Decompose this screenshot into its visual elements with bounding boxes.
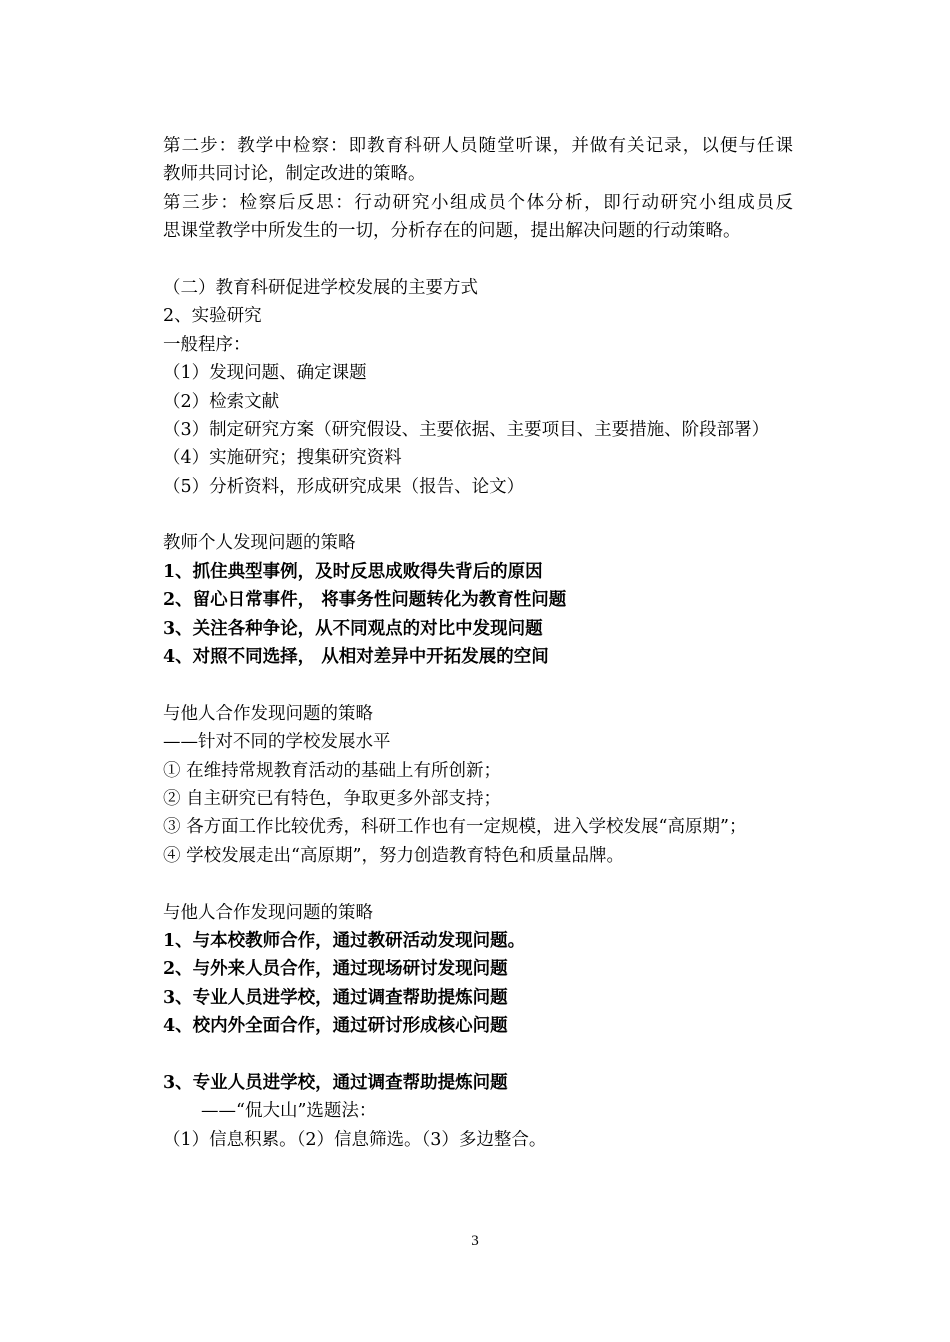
spacer [163,246,793,274]
cooperation-level-item-2: ② 自主研究已有特色，争取更多外部支持； [163,788,502,809]
individual-strategy-item-1: 1、抓住典型事例，及时反思成败得失背后的原因 [163,561,543,582]
procedure-label: 一般程序： [163,334,251,355]
section-heading: （二）教育科研促进学校发展的主要方式 [163,277,478,298]
procedure-item-3: （3）制定研究方案（研究假设、主要依据、主要项目、主要措施、阶段部署） [163,419,770,440]
experiment-title: 2、实验研究 [163,306,262,327]
cooperation-level-item-4: ④ 学校发展走出“高原期”，努力创造教育特色和质量品牌。 [163,845,624,866]
cooperation-way-item-4: 4、校内外全面合作，通过研讨形成核心问题 [163,1016,508,1037]
cooperation-level-item-3: ③ 各方面工作比较优秀，科研工作也有一定规模，进入学校发展“高原期”； [163,817,747,838]
spacer [163,501,793,529]
page-content [163,132,793,1154]
page-number: 3 [471,1233,479,1249]
spacer [163,870,793,898]
cooperation-way-item-1: 1、与本校教师合作，通过教研活动发现问题。 [163,930,526,951]
individual-strategy-title: 教师个人发现问题的策略 [163,533,356,554]
spacer [163,671,793,699]
individual-strategy-item-3: 3、关注各种争论，从不同观点的对比中发现问题 [163,618,543,639]
spacer [163,1041,793,1069]
specialist-title: 3、专业人员进学校，通过调查帮助提炼问题 [163,1072,508,1093]
cooperation-levels-subtitle: ——针对不同的学校发展水平 [163,732,391,753]
step3-line2: 思课堂教学中所发生的一切，分析存在的问题，提出解决问题的行动策略。 [163,221,741,242]
individual-strategy-item-2: 2、留心日常事件， 将事务性问题转化为教育性问题 [163,590,567,611]
cooperation-level-item-1: ① 在维持常规教育活动的基础上有所创新； [163,760,502,781]
cooperation-levels-title: 与他人合作发现问题的策略 [163,703,373,724]
step3-line1: 第三步：检察后反思：行动研究小组成员个体分析，即行动研究小组成员反 [163,192,793,213]
cooperation-way-item-2: 2、与外来人员合作，通过现场研讨发现问题 [163,959,508,980]
cooperation-way-item-3: 3、专业人员进学校，通过调查帮助提炼问题 [163,987,508,1008]
step2-line2: 教师共同讨论，制定改进的策略。 [163,164,426,185]
specialist-steps: （1）信息积累。（2）信息筛选。（3）多边整合。 [163,1129,547,1150]
procedure-item-4: （4）实施研究；搜集研究资料 [163,448,402,469]
step2-line1: 第二步：教学中检察：即教育科研人员随堂听课，并做有关记录，以便与任课 [163,136,793,156]
procedure-item-5: （5）分析资料，形成研究成果（报告、论文） [163,476,525,497]
specialist-method: ——“侃大山”选题法： [201,1101,377,1122]
procedure-item-1: （1）发现问题、确定课题 [163,363,367,384]
individual-strategy-item-4: 4、对照不同选择， 从相对差异中开拓发展的空间 [163,647,549,668]
cooperation-ways-title: 与他人合作发现问题的策略 [163,902,373,923]
procedure-item-2: （2）检索文献 [163,391,280,412]
